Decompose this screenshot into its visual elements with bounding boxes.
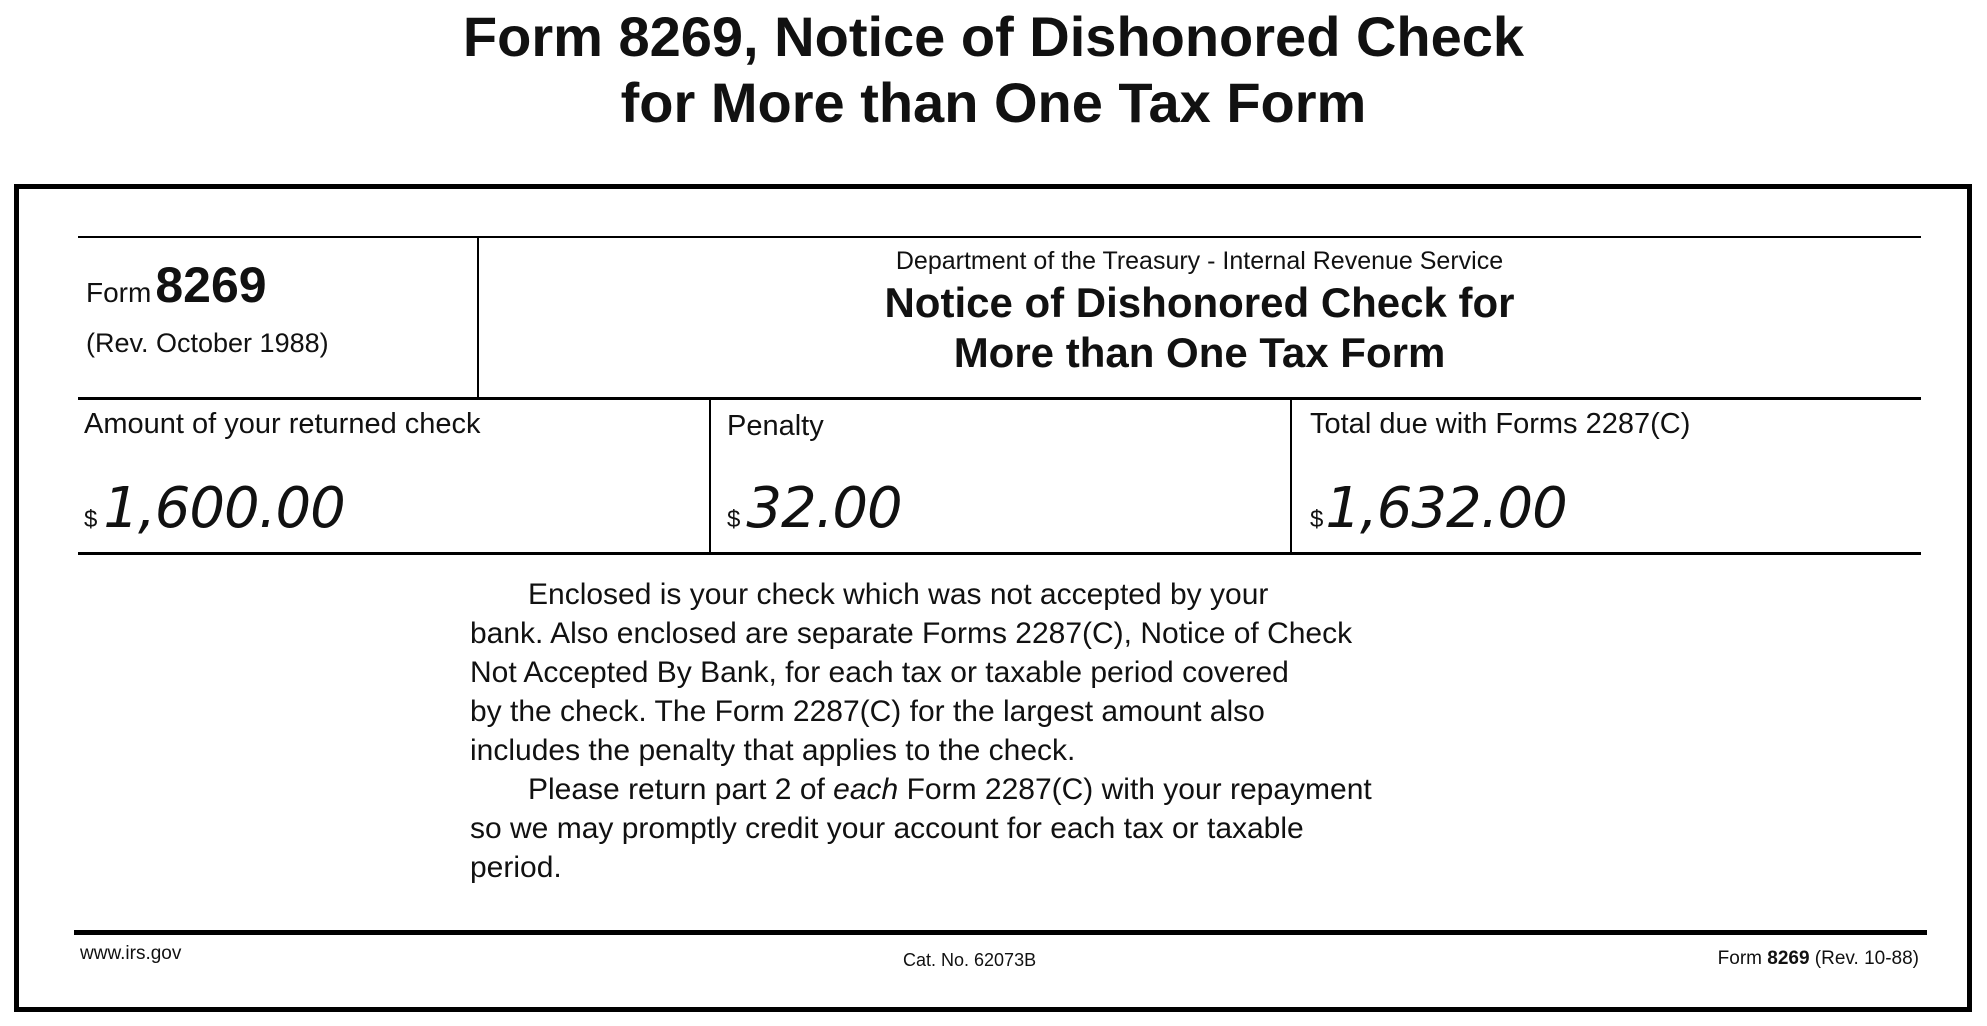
body-line: includes the penalty that applies to the check. [470,734,1076,767]
total-due-value [1310,476,1567,541]
form-number: 8269 [155,257,267,313]
returned-check-amount: 1,600.00 [103,476,345,541]
website-link[interactable]: www.irs.gov [80,943,182,964]
penalty-label: Penalty [727,410,824,442]
top-rule [78,236,1921,238]
returned-check-label: Amount of your returned check [84,408,481,440]
header-bottom-rule [78,397,1921,400]
form-title-line-1: Notice of Dishonored Check for [884,279,1515,326]
form-identifier [86,256,267,314]
field-divider-2 [1290,399,1292,553]
form-header [478,246,1921,376]
returned-check-value [84,476,345,541]
form-word: Form [86,277,152,308]
body-line [470,770,1490,809]
body-line: bank. Also enclosed are separate Forms 2287(C), Notice of Check [470,617,1353,650]
page-heading [0,0,1987,136]
form-ref-suffix: (Rev. 10-88) [1809,948,1919,969]
body-line: period. [470,851,562,884]
form-reference [1718,948,1919,970]
form-title-line-2: More than One Tax Form [953,329,1446,376]
body-emphasis: each [833,773,899,806]
notice-body [470,575,1490,887]
page-heading-line-1: Form 8269, Notice of Dishonored Check [462,5,1525,68]
form-revision: (Rev. October 1988) [86,328,329,358]
catalog-number: Cat. No. 62073B [903,950,1037,970]
body-line: so we may promptly credit your account for each tax or taxable [470,812,1304,845]
page-heading-line-2: for More than One Tax Form [620,71,1367,134]
penalty-value [727,476,902,541]
total-due-currency: $ [1310,506,1324,533]
body-line: Enclosed is your check which was not accepted by your [528,578,1269,611]
penalty-amount: 32.00 [746,476,902,541]
form-ref-number: 8269 [1767,948,1810,969]
form-ref-prefix: Form [1717,948,1768,969]
total-due-label: Total due with Forms 2287(C) [1310,408,1691,440]
body-line: Not Accepted By Bank, for each tax or taxable period covered [470,656,1289,689]
field-divider-1 [709,399,711,553]
penalty-currency: $ [727,506,741,533]
fields-bottom-rule [78,552,1921,555]
footer-rule [74,930,1927,935]
body-text-fragment: Please return part 2 of [528,773,834,806]
total-due-amount: 1,632.00 [1325,476,1567,541]
returned-check-currency: $ [84,506,98,533]
body-line: by the check. The Form 2287(C) for the largest amount also [470,695,1265,728]
body-text-fragment: Form 2287(C) with your repayment [898,773,1372,806]
department-name: Department of the Treasury - Internal Revenue Service [895,247,1504,275]
